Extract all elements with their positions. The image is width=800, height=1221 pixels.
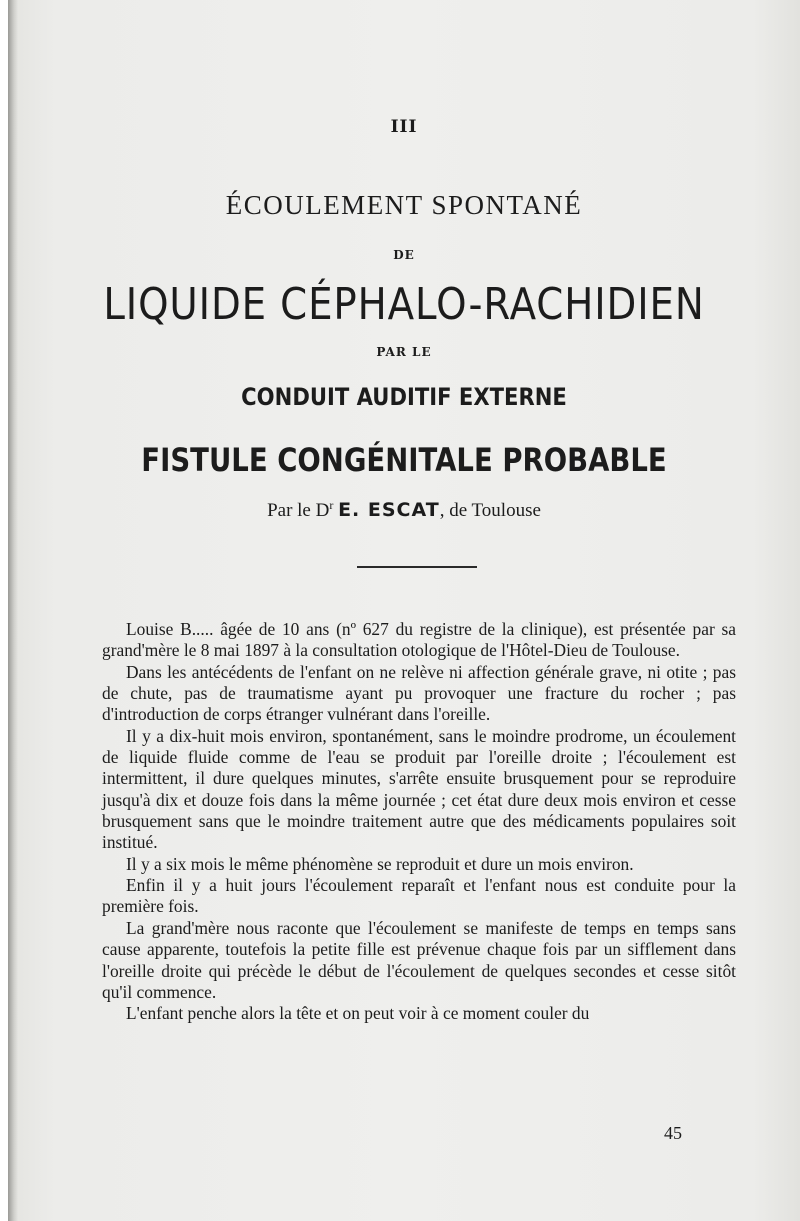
byline-prefix: Par le D [267,500,330,521]
author-name: E. ESCAT [338,499,440,521]
title-line-5: CONDUIT AUDITIF EXTERNE [241,383,567,411]
paragraph: Il y a six mois le même phénomène se reproduit et dure un mois environ. [126,853,634,874]
byline [8,498,800,522]
title-line-1: ÉCOULEMENT SPONTANÉ [225,190,583,220]
title-line-2: DE [393,248,415,262]
title-line-3: LIQUIDE CÉPHALO-RACHIDIEN [103,279,705,330]
paragraph: Il y a dix-huit mois environ, spontanément, sans le moindre prodrome, un écoulement de liquide fluide comme de l'eau se produit par l'oreille droite ; l'écoulement est intermittent, il dure quelques minutes, s'arrête ensuite brusquement pour se reproduire jusqu'à dix et douze fois dans la même journée ; cet état dure deux mois environ et cesse brusquement sans que le moindre traitement autre que des médicaments populaires soit institué. [102,725,736,853]
title-line-6: FISTULE CONGÉNITALE PROBABLE [141,441,667,479]
title-separator-rule [357,566,477,568]
paragraph: L'enfant penche alors la tête et on peut voir à ce moment couler du [126,1003,590,1024]
paragraph: Louise B..... âgée de 10 ans (nº 627 du registre de la clinique), est présentée par sa grand'mère le 8 mai 1897 à la consultation otologique de l'Hôtel-Dieu de Toulouse. [102,619,736,661]
byline-superscript: r [329,498,334,512]
title-line-4: PAR LE [376,345,432,359]
article-body [102,619,736,1025]
byline-suffix: , de Toulouse [439,500,541,521]
paragraph: Enfin il y a huit jours l'écoulement reparaît et l'enfant nous est conduite pour la première fois. [102,875,736,917]
book-page [8,0,800,1221]
page-gutter-shadow [8,0,18,1221]
paragraph: La grand'mère nous raconte que l'écoulement se manifeste de temps en temps sans cause apparente, toutefois la petite fille est prévenue chaque fois par un sifflement dans l'oreille droite qui précède le début de l'écoulement de quelques secondes et cesse sitôt qu'il commence. [102,917,736,1002]
section-number: III [390,117,418,137]
paragraph: Dans les antécédents de l'enfant on ne relève ni affection générale grave, ni otite ; pas de chute, pas de traumatisme ayant pu provoquer une fracture du rocher ; pas d'introduction de corps étranger vulnérant dans l'oreille. [102,661,736,725]
page-number: 45 [664,1123,682,1143]
